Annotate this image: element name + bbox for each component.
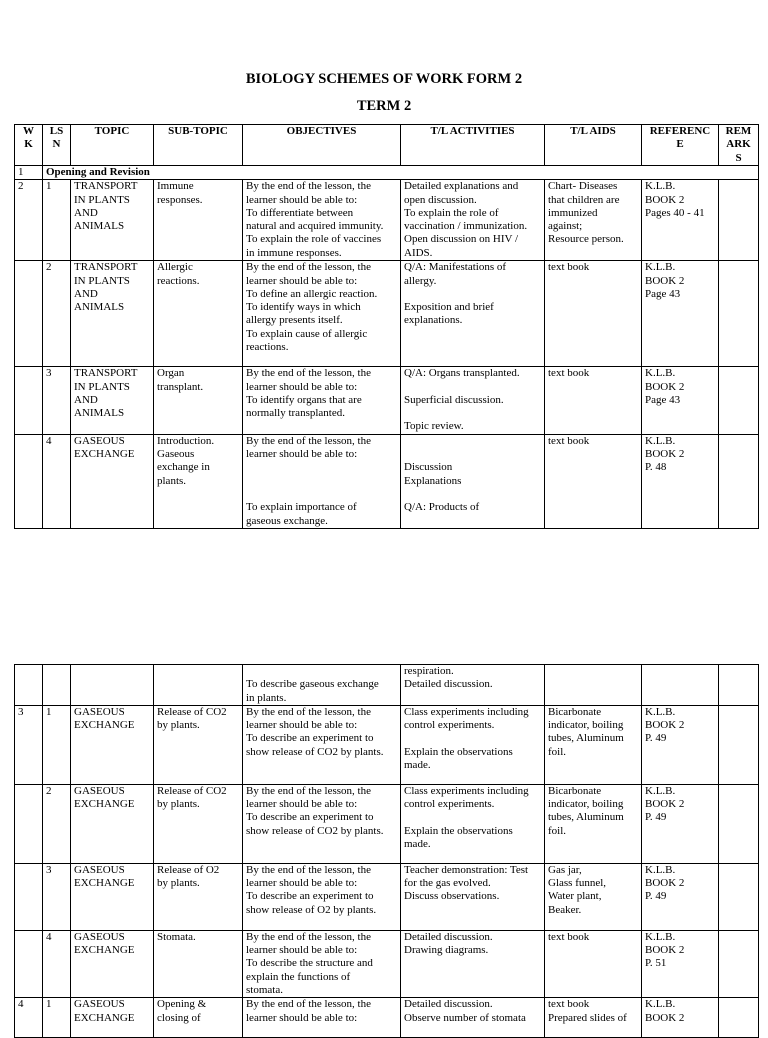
header-objectives: OBJECTIVES xyxy=(243,125,401,166)
objectives-cell: By the end of the lesson, the learner should be able to: To differentiate between natural and acquired immunity. To explain the role of vaccines in immune responses. xyxy=(243,180,401,261)
objectives-cell: By the end of the lesson, the learner should be able to: To describe an experiment to show release of O2 by plants. xyxy=(243,863,401,930)
lesson-cell: 3 xyxy=(43,367,71,434)
reference-cell: K.L.B. BOOK 2 P. 48 xyxy=(642,434,719,528)
remarks-cell xyxy=(719,930,759,997)
topic-cell: GASEOUS EXCHANGE xyxy=(71,863,154,930)
section-label: Opening and Revision xyxy=(43,166,759,180)
lesson-cell: 2 xyxy=(43,261,71,367)
week-cell: 3 xyxy=(15,705,43,784)
table-row xyxy=(15,434,759,528)
week-cell: 4 xyxy=(15,998,43,1038)
table-row xyxy=(15,180,759,261)
topic-cell: GASEOUS EXCHANGE xyxy=(71,784,154,863)
lesson-cell: 1 xyxy=(43,705,71,784)
objectives-cell: By the end of the lesson, the learner should be able to: To describe the structure and explain the functions of stomata. xyxy=(243,930,401,997)
aids-cell: Bicarbonate indicator, boiling tubes, Aluminum foil. xyxy=(545,784,642,863)
header-lsn: LS N xyxy=(43,125,71,166)
document-title: BIOLOGY SCHEMES OF WORK FORM 2 xyxy=(245,71,523,87)
week-cell xyxy=(15,930,43,997)
remarks-cell xyxy=(719,261,759,367)
table-row xyxy=(15,930,759,997)
table-row xyxy=(15,998,759,1038)
table-row xyxy=(15,784,759,863)
lesson-cell: 1 xyxy=(43,180,71,261)
reference-cell: K.L.B. BOOK 2 P. 49 xyxy=(642,705,719,784)
objectives-cell: By the end of the lesson, the learner should be able to: To define an allergic reaction. To identify ways in which allergy presents itself. To explain cause of allergic reactions. xyxy=(243,261,401,367)
aids-cell: Gas jar, Glass funnel, Water plant, Beaker. xyxy=(545,863,642,930)
activities-cell: Teacher demonstration: Test for the gas evolved. Discuss observations. xyxy=(401,863,545,930)
activities-cell: Class experiments including control experiments. Explain the observations made. xyxy=(401,705,545,784)
week-cell: 2 xyxy=(15,180,43,261)
remarks-cell xyxy=(719,434,759,528)
remarks-cell xyxy=(719,705,759,784)
subtopic-cell: Release of O2 by plants. xyxy=(154,863,243,930)
header-subtopic: SUB-TOPIC xyxy=(154,125,243,166)
topic-cell: TRANSPORT IN PLANTS AND ANIMALS xyxy=(71,180,154,261)
lesson-cell: 3 xyxy=(43,863,71,930)
term-heading: TERM 2 xyxy=(356,98,412,114)
topic-cell xyxy=(71,665,154,706)
objectives-cell: By the end of the lesson, the learner should be able to: To explain importance of gaseous exchange. xyxy=(243,434,401,528)
topic-cell: GASEOUS EXCHANGE xyxy=(71,705,154,784)
remarks-cell xyxy=(719,863,759,930)
week-cell xyxy=(15,434,43,528)
table-row xyxy=(15,863,759,930)
lesson-cell: 4 xyxy=(43,434,71,528)
subtopic-cell xyxy=(154,665,243,706)
subtopic-cell: Stomata. xyxy=(154,930,243,997)
reference-cell: K.L.B. BOOK 2 xyxy=(642,998,719,1038)
lesson-cell xyxy=(43,665,71,706)
subtopic-cell: Introduction. Gaseous exchange in plants. xyxy=(154,434,243,528)
week-cell xyxy=(15,261,43,367)
topic-cell: GASEOUS EXCHANGE xyxy=(71,998,154,1038)
remarks-cell xyxy=(719,998,759,1038)
reference-cell: K.L.B. BOOK 2 Page 43 xyxy=(642,367,719,434)
activities-cell: Detailed explanations and open discussion. To explain the role of vaccination / immunization. Open discussion on HIV / AIDS. xyxy=(401,180,545,261)
week-cell xyxy=(15,863,43,930)
week-cell xyxy=(15,367,43,434)
objectives-cell: To describe gaseous exchange in plants. xyxy=(243,665,401,706)
scheme-table-page-2 xyxy=(14,664,759,1038)
remarks-cell xyxy=(719,367,759,434)
aids-cell: text book xyxy=(545,434,642,528)
table-row xyxy=(15,261,759,367)
lesson-cell: 1 xyxy=(43,998,71,1038)
aids-cell: Bicarbonate indicator, boiling tubes, Aluminum foil. xyxy=(545,705,642,784)
week-cell: 1 xyxy=(15,166,43,180)
activities-cell: Class experiments including control experiments. Explain the observations made. xyxy=(401,784,545,863)
activities-cell: Detailed discussion. Drawing diagrams. xyxy=(401,930,545,997)
reference-cell: K.L.B. BOOK 2 P. 49 xyxy=(642,784,719,863)
table-row xyxy=(15,705,759,784)
topic-cell: GASEOUS EXCHANGE xyxy=(71,434,154,528)
reference-cell xyxy=(642,665,719,706)
activities-cell: Discussion Explanations Q/A: Products of xyxy=(401,434,545,528)
subtopic-cell: Allergic reactions. xyxy=(154,261,243,367)
subtopic-cell: Immune responses. xyxy=(154,180,243,261)
table-row xyxy=(15,665,759,706)
aids-cell: text book xyxy=(545,367,642,434)
topic-cell: GASEOUS EXCHANGE xyxy=(71,930,154,997)
activities-cell: Q/A: Organs transplanted. Superficial discussion. Topic review. xyxy=(401,367,545,434)
header-remarks: REM ARK S xyxy=(719,125,759,166)
table-row xyxy=(15,367,759,434)
subtopic-cell: Organ transplant. xyxy=(154,367,243,434)
aids-cell xyxy=(545,665,642,706)
reference-cell: K.L.B. BOOK 2 P. 49 xyxy=(642,863,719,930)
reference-cell: K.L.B. BOOK 2 Page 43 xyxy=(642,261,719,367)
reference-cell: K.L.B. BOOK 2 Pages 40 - 41 xyxy=(642,180,719,261)
activities-cell: respiration. Detailed discussion. xyxy=(401,665,545,706)
week-cell xyxy=(15,784,43,863)
aids-cell: text book xyxy=(545,261,642,367)
activities-cell: Detailed discussion. Observe number of stomata xyxy=(401,998,545,1038)
remarks-cell xyxy=(719,784,759,863)
remarks-cell xyxy=(719,665,759,706)
aids-cell: Chart- Diseases that children are immunized against; Resource person. xyxy=(545,180,642,261)
table-header-row xyxy=(15,125,759,166)
topic-cell: TRANSPORT IN PLANTS AND ANIMALS xyxy=(71,367,154,434)
objectives-cell: By the end of the lesson, the learner should be able to: To identify organs that are normally transplanted. xyxy=(243,367,401,434)
remarks-cell xyxy=(719,180,759,261)
subtopic-cell: Release of CO2 by plants. xyxy=(154,705,243,784)
header-activities: T/L ACTIVITIES xyxy=(401,125,545,166)
header-aids: T/L AIDS xyxy=(545,125,642,166)
reference-cell: K.L.B. BOOK 2 P. 51 xyxy=(642,930,719,997)
objectives-cell: By the end of the lesson, the learner should be able to: xyxy=(243,998,401,1038)
lesson-cell: 2 xyxy=(43,784,71,863)
aids-cell: text book Prepared slides of xyxy=(545,998,642,1038)
header-topic: TOPIC xyxy=(71,125,154,166)
activities-cell: Q/A: Manifestations of allergy. Exposition and brief explanations. xyxy=(401,261,545,367)
section-row xyxy=(15,166,759,180)
week-cell xyxy=(15,665,43,706)
topic-cell: TRANSPORT IN PLANTS AND ANIMALS xyxy=(71,261,154,367)
objectives-cell: By the end of the lesson, the learner should be able to: To describe an experiment to show release of CO2 by plants. xyxy=(243,784,401,863)
scheme-table-page-1 xyxy=(14,124,759,529)
lesson-cell: 4 xyxy=(43,930,71,997)
aids-cell: text book xyxy=(545,930,642,997)
header-reference: REFERENC E xyxy=(642,125,719,166)
subtopic-cell: Release of CO2 by plants. xyxy=(154,784,243,863)
subtopic-cell: Opening & closing of xyxy=(154,998,243,1038)
header-wk: W K xyxy=(15,125,43,166)
objectives-cell: By the end of the lesson, the learner should be able to: To describe an experiment to show release of CO2 by plants. xyxy=(243,705,401,784)
